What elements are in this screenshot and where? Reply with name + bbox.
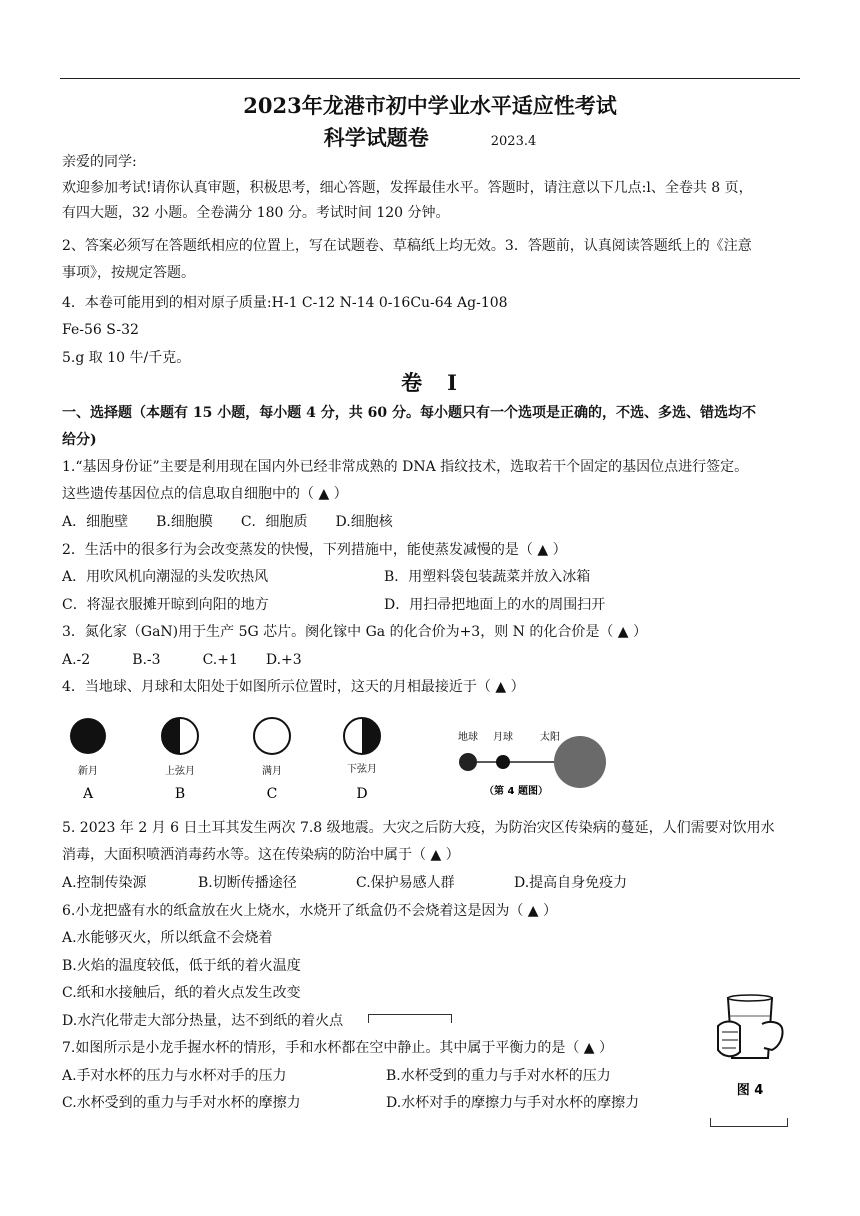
phase-name-b: 上弦月 — [165, 766, 195, 777]
q5-option-b: B.切断传播途径 — [198, 875, 297, 891]
q6-stem: 6.小龙把盛有水的纸盒放在火上烧水，水烧开了纸盒仍不会烧着这是因为（ ▲ ） — [62, 903, 558, 919]
q2-option-a: A．用吹风机向潮湿的头发吹热风 — [62, 569, 269, 585]
label-earth: 地球 — [458, 732, 478, 743]
intro-line-6: Fe-56 S-32 — [62, 322, 139, 338]
q1-options: A．细胞壁 B.细胞膜 C．细胞质 D.细胞核 — [62, 514, 393, 530]
q6-option-d: D.水汽化带走大部分热量，达不到纸的着火点 — [62, 1013, 344, 1029]
q4-stem: 4．当地球、月球和太阳处于如图所示位置时，这天的月相最接近于（ ▲ ） — [62, 679, 525, 695]
exam-date: 2023.4 — [490, 134, 537, 149]
sun-icon — [554, 736, 606, 788]
q2-option-d: D．用扫帚把地面上的水的周围扫开 — [384, 597, 606, 613]
phase-name-a: 新月 — [78, 766, 98, 777]
q6-option-a: A.水能够灭火，所以纸盒不会烧着 — [62, 930, 273, 946]
phase-letter-d: D — [356, 786, 368, 802]
figure-caption: 图 4 — [736, 1083, 764, 1098]
q7-stem: 7.如图所示是小龙手握水杯的情形，手和水杯都在空中静止。其中属于平衡力的是（ ▲ ） — [62, 1040, 614, 1056]
q7-option-d: D.水杯对手的摩擦力与手对水杯的摩擦力 — [386, 1095, 640, 1111]
volume-heading: 卷 I — [401, 370, 459, 395]
q3-options: A.-2 B.-3 C.+1 D.+3 — [62, 652, 302, 668]
subtitle-text: 科学试题卷 — [323, 125, 429, 150]
q1-line-1: 1.“基因身份证”主要是利用现在国内外已经非常成熟的 DNA 指纹技术，选取若干个固定的基因位点进行签定。 — [62, 459, 749, 475]
figure-4-caption: （第 4 题图） — [484, 786, 548, 797]
q5-option-d: D.提高自身免疫力 — [514, 875, 628, 891]
full-moon-icon — [254, 718, 290, 754]
q2-stem: 2．生活中的很多行为会改变蒸发的快慢，下列措施中，能使蒸发减慢的是（ ▲ ） — [62, 542, 567, 558]
scan-bracket-mark — [368, 1014, 452, 1023]
phase-letter-c: C — [266, 786, 278, 802]
intro-line-5: 4．本卷可能用到的相对原子质量:H-1 C-12 N-14 0-16Cu-64 Ag-108 — [62, 295, 508, 311]
intro-line-2: 有四大题，32 小题。全卷满分 180 分。考试时间 120 分钟。 — [62, 205, 450, 221]
q7-option-b: B.水杯受到的重力与手对水杯的压力 — [386, 1068, 611, 1084]
exam-title: 2023年龙港市初中学业水平适应性考试 — [243, 93, 617, 118]
moon-phase-figure — [58, 714, 618, 806]
section-heading-line-1: 一、选择题（本题有 15 小题，每小题 4 分，共 60 分。每小题只有一个选项是正确的，不选、多选、错选均不 — [62, 405, 756, 421]
hand-holding-cup-figure — [710, 990, 790, 1102]
new-moon-icon — [70, 718, 106, 754]
q2-option-b: B．用塑料袋包装蔬菜并放入冰箱 — [384, 569, 591, 585]
greeting: 亲爱的同学: — [62, 154, 137, 170]
q2-option-c: C．将湿衣服摊开晾到向阳的地方 — [62, 597, 269, 613]
scan-bracket-mark-2 — [710, 1118, 788, 1127]
top-rule — [60, 78, 800, 79]
label-sun: 太阳 — [540, 732, 560, 743]
intro-line-4: 事项》，按规定答题。 — [62, 265, 195, 281]
q3-stem: 3．氮化家（GaN)用于生产 5G 芯片。阕化镓中 Ga 的化合价为+3，则 N 的化合价是（ ▲ ） — [62, 624, 648, 640]
q1-line-2: 这些遗传基因位点的信息取自细胞中的（ ▲ ） — [62, 486, 348, 502]
phase-letter-b: B — [174, 786, 186, 802]
label-moon: 月球 — [493, 732, 513, 743]
phase-letter-a: A — [82, 786, 94, 802]
q7-option-c: C.水杯受到的重力与手对水杯的摩擦力 — [62, 1095, 301, 1111]
section-heading-line-2: 给分) — [62, 432, 97, 448]
q5-line-2: 消毒，大面积喷洒消毒药水等。这在传染病的防治中属于（ ▲ ） — [62, 847, 460, 863]
intro-line-1: 欢迎参加考试!请你认真审题，积极思考，细心答题，发挥最佳水平。答题时，请注意以下几点:l、全卷共 8 页， — [62, 180, 753, 196]
exam-subtitle — [0, 122, 860, 152]
earth-icon — [459, 753, 477, 771]
intro-line-3: 2、答案必须写在答题纸相应的位置上，写在试题卷、草稿纸上均无效。3．答题前，认真阅读答题纸上的《注意 — [62, 238, 752, 254]
intro-line-7: 5.g 取 10 牛/千克。 — [62, 350, 191, 366]
q7-option-a: A.手对水杯的压力与水杯对手的压力 — [62, 1068, 287, 1084]
phase-name-d: 下弦月 — [347, 764, 377, 775]
q5-option-c: C.保护易感人群 — [356, 875, 455, 891]
q6-option-b: B.火焰的温度较低，低于纸的着火温度 — [62, 958, 301, 974]
moon-icon — [496, 755, 510, 769]
hand-icon — [718, 1022, 740, 1057]
phase-name-c: 满月 — [262, 766, 282, 777]
q6-option-c: C.纸和水接触后，纸的着火点发生改变 — [62, 985, 301, 1001]
q5-line-1: 5. 2023 年 2 月 6 日土耳其发生两次 7.8 级地震。大灾之后防大疫，为防治灾区传染病的蔓延，人们需要对饮用水 — [62, 820, 775, 836]
q5-option-a: A.控制传染源 — [62, 875, 147, 891]
